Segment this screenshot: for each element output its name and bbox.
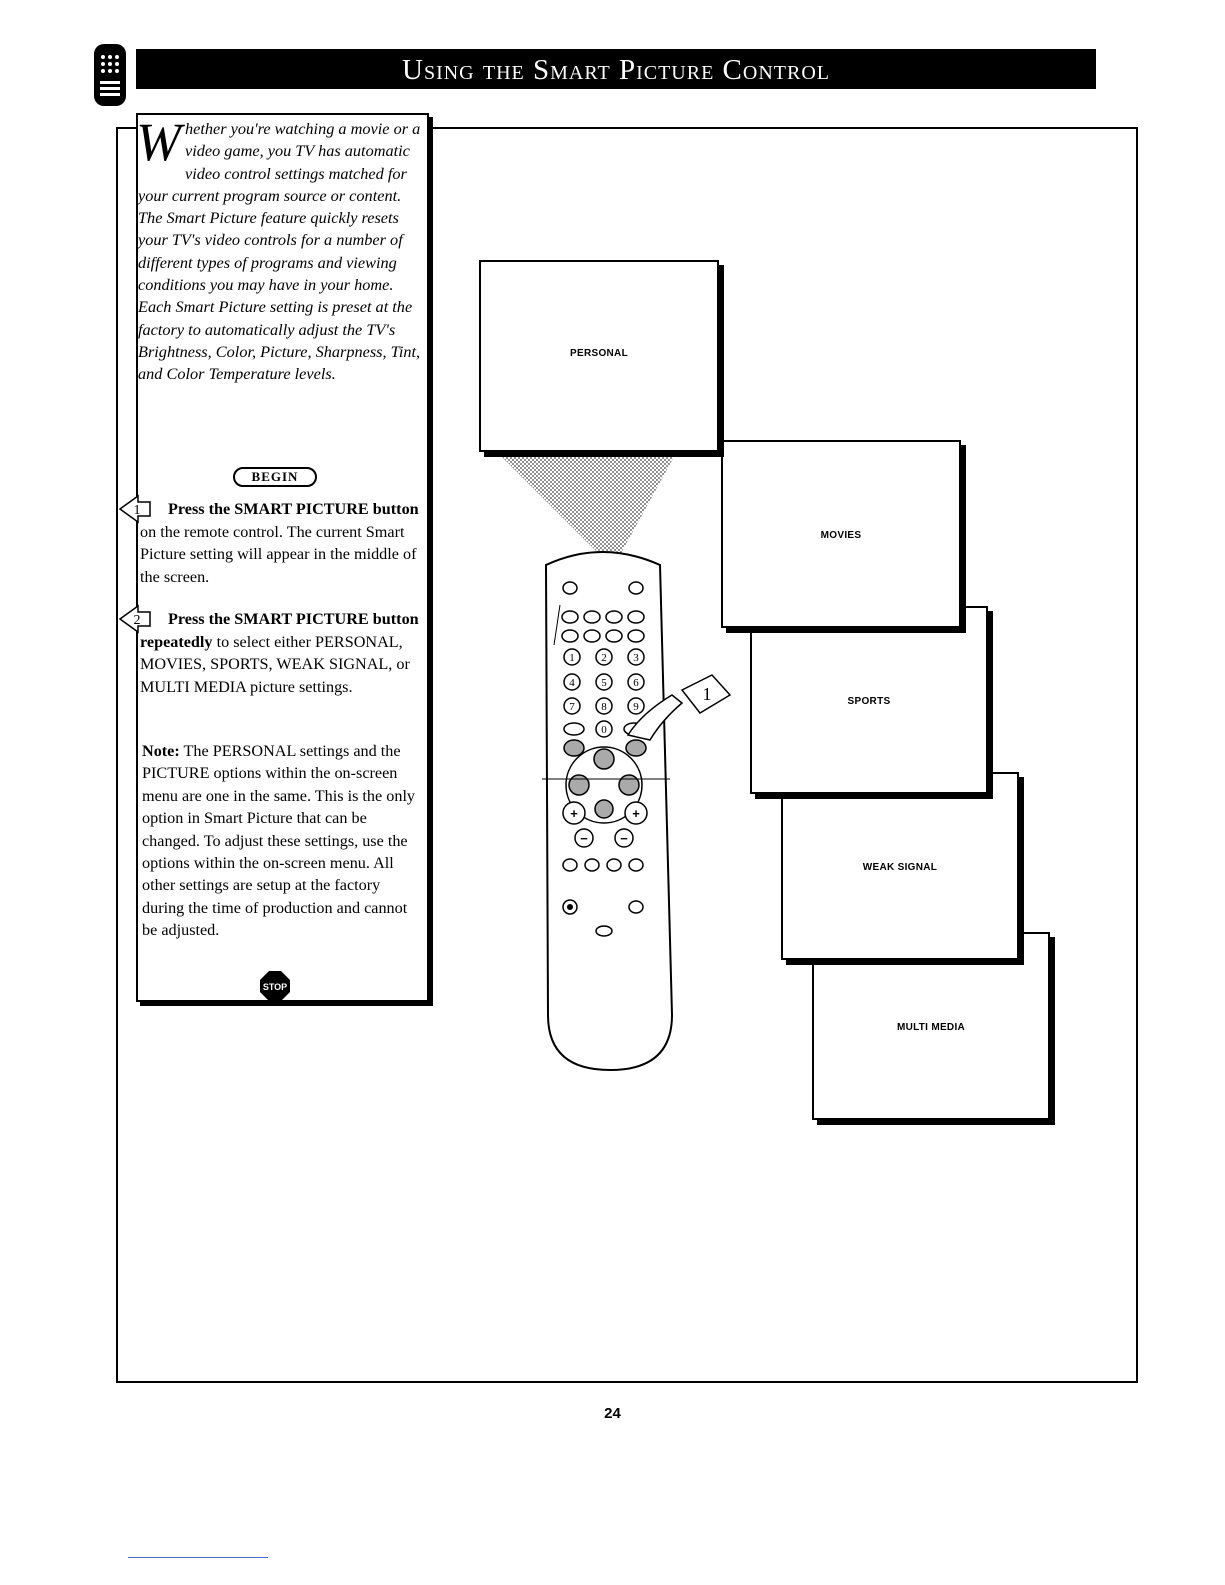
- screen-weak-signal-label: WEAK SIGNAL: [862, 862, 938, 873]
- remote-key-7: 7: [569, 701, 575, 713]
- remote-key-4: 4: [569, 677, 575, 689]
- svg-text:−: −: [580, 831, 588, 846]
- screen-movies: [721, 440, 961, 628]
- remote-key-0: 0: [601, 724, 607, 736]
- screen-weak-signal: [781, 772, 1019, 960]
- screen-sports-label: SPORTS: [847, 696, 891, 707]
- screen-personal: [479, 260, 719, 452]
- note-lead: Note:: [142, 742, 180, 760]
- svg-text:+: +: [570, 806, 578, 821]
- note-paragraph: [142, 740, 422, 942]
- footer-rule: [128, 1557, 268, 1558]
- page-number: 24: [604, 1405, 621, 1422]
- step-2-lead: Press the SMART PICTURE button repeatedly: [140, 610, 419, 651]
- screen-movies-label: MOVIES: [820, 530, 862, 541]
- step-1-text: [140, 498, 420, 588]
- callout-number: 1: [702, 684, 712, 704]
- screen-sports: [750, 606, 988, 794]
- page-title: Using the Smart Picture Control: [136, 49, 1096, 89]
- step-1-body: on the remote control. The current Smart Picture setting will appear in the middle of the screen.: [140, 522, 417, 586]
- begin-badge: BEGIN: [233, 467, 317, 487]
- stop-label: STOP: [262, 982, 288, 992]
- step-2-body: to select either PERSONAL, MOVIES, SPORTS, WEAK SIGNAL, or MULTI MEDIA picture settings.: [140, 632, 410, 696]
- intro-text: hether you're watching a movie or a video game, you TV has automatic video control settings matched for your current program source or content. The Smart Picture feature quickly resets your TV's video controls for a number of different types of programs and viewing conditions you may have in your home. Each Smart Picture setting is preset at the factory to automatically adjust the TV's Brightness, Color, Picture, Sharpness, Tint, and Color Temperature levels.: [138, 119, 421, 384]
- remote-key-2: 2: [601, 652, 607, 664]
- step-1-lead: Press the SMART PICTURE button: [168, 500, 419, 518]
- step-2-text: [140, 608, 420, 698]
- screen-personal-label: PERSONAL: [570, 348, 628, 359]
- step-1-number: 1: [133, 503, 141, 518]
- intro-dropcap: W: [136, 112, 181, 172]
- screen-multi-media: [812, 932, 1050, 1120]
- remote-key-1: 1: [569, 652, 575, 664]
- note-text: The PERSONAL settings and the PICTURE options within the on-screen menu are one in the same. This is the only option in Smart Picture that can be changed. To adjust these settings, use the options within the on-screen menu. All other settings are setup at the factory during the time of production and cannot be adjusted.: [142, 742, 416, 940]
- svg-text:−: −: [620, 831, 628, 846]
- remote-control-icon: [93, 43, 127, 107]
- intro-paragraph: [136, 112, 424, 386]
- remote-key-3: 3: [633, 652, 639, 664]
- stop-sign-icon: [259, 970, 291, 1002]
- svg-text:+: +: [632, 806, 640, 821]
- screen-multi-media-label: MULTI MEDIA: [896, 1022, 966, 1033]
- remote-control-illustration: [532, 545, 732, 1075]
- remote-key-9: 9: [633, 701, 639, 713]
- remote-key-6: 6: [633, 677, 639, 689]
- remote-key-8: 8: [601, 701, 607, 713]
- remote-key-5: 5: [601, 677, 607, 689]
- step-2-number: 2: [133, 613, 141, 628]
